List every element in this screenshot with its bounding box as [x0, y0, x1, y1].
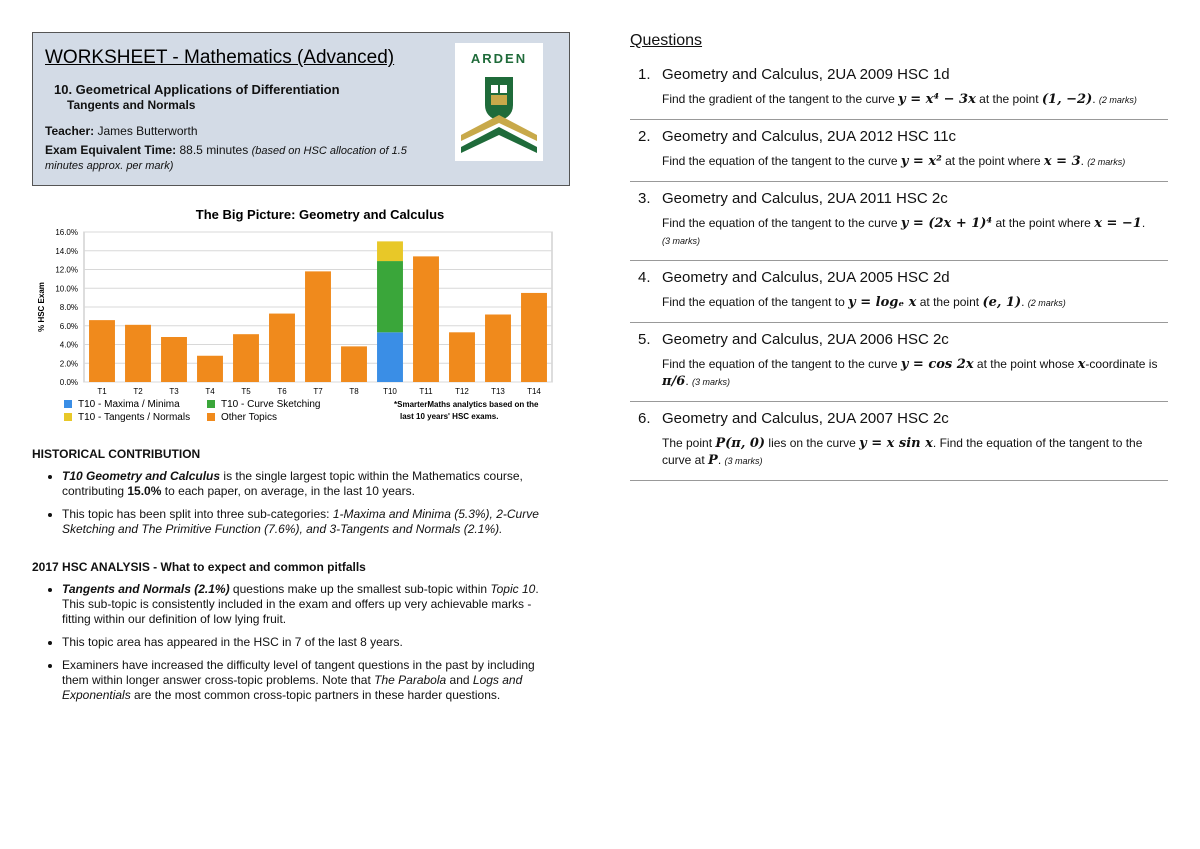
question-5 — [630, 323, 1168, 402]
legend-swatch — [207, 413, 215, 421]
legend-swatch — [64, 400, 72, 408]
left-column — [32, 32, 570, 702]
bar-T8 — [341, 346, 367, 382]
question-title: 2. Geometry and Calculus, 2UA 2012 HSC 11c — [638, 128, 957, 145]
question-title: 4. Geometry and Calculus, 2UA 2005 HSC 2d — [638, 269, 950, 286]
y-tick-label: 4.0% — [59, 340, 78, 350]
historical-heading: HISTORICAL CONTRIBUTION — [32, 447, 201, 461]
x-tick-label: T12 — [455, 387, 469, 396]
bar-T5 — [233, 334, 259, 382]
list-item: • Tangents and Normals (2.1%) questions make up the smallest sub-topic within Topic 10. This sub-topic is consistently included in the exam and offers up very achievable marks - fitting within our definition of low lying fruit. — [62, 582, 562, 627]
x-tick-label: T1 — [97, 387, 107, 396]
question-body: Find the gradient of the tangent to the curve y = x⁴ − 3x at the point (1, −2). (2 marks) — [662, 92, 1137, 107]
bar-T6 — [269, 314, 295, 382]
x-tick-label: T2 — [133, 387, 143, 396]
y-tick-label: 12.0% — [55, 265, 78, 275]
worksheet-title: WORKSHEET - Mathematics (Advanced) — [45, 47, 395, 68]
question-1 — [630, 58, 1168, 120]
x-tick-label: T14 — [527, 387, 541, 396]
teacher-line: Teacher: James Butterworth — [45, 124, 198, 138]
hsc-analysis-section — [32, 560, 562, 711]
y-tick-label: 8.0% — [59, 303, 78, 312]
bar-T11 — [413, 256, 439, 382]
questions-heading: Questions — [630, 32, 703, 49]
topic-title: 10. Geometrical Applications of Differentiation — [54, 82, 340, 97]
chart-title: The Big Picture: Geometry and Calculus — [195, 207, 445, 222]
questions-column — [630, 32, 1168, 481]
y-tick-label: 16.0% — [55, 228, 78, 237]
x-tick-label: T10 — [383, 387, 397, 396]
bar-T12 — [449, 332, 475, 382]
question-body: Find the equation of the tangent to y = logₑ x at the point (e, 1). (2 marks) — [662, 295, 1066, 310]
x-tick-label: T8 — [349, 387, 359, 396]
list-item: • Examiners have increased the difficulty level of tangent questions in the past by including them within longer answer cross-topic problems. Note that The Parabola and Logs and Exponentials are the most common cross-topic partners in these harder questions. — [62, 658, 562, 703]
bar-T10 — [377, 241, 403, 261]
chart-note: *SmarterMaths analytics based on the — [394, 400, 539, 409]
y-tick-label: 10.0% — [55, 284, 78, 294]
question-body: Find the equation of the tangent to the curve y = cos 2x at the point whose x-coordinate is π/6. (3 marks) — [662, 357, 1158, 389]
legend-label: Other Topics — [221, 412, 277, 423]
question-title: 3. Geometry and Calculus, 2UA 2011 HSC 2c — [638, 190, 948, 207]
list-item: • T10 Geometry and Calculus is the single largest topic within the Mathematics course, contributing 15.0% to each paper, on average, in the last 10 years. — [62, 469, 562, 499]
bar-T14 — [521, 293, 547, 382]
bar-T7 — [305, 271, 331, 382]
question-4 — [630, 261, 1168, 323]
bar-T10 — [377, 332, 403, 382]
logo-text: ARDEN — [470, 51, 528, 66]
question-body: Find the equation of the tangent to the curve y = x² at the point where x = 3. (2 marks) — [662, 154, 1126, 169]
list-item: • This topic has been split into three sub-categories: 1-Maxima and Minima (5.3%), 2-Curve Sketching and The Primitive Function (7.6%), and 3-Tangents and Normals (2.1%). — [62, 507, 562, 537]
question-body: Find the equation of the tangent to the curve y = (2x + 1)⁴ at the point where x = −1. (3 marks) — [662, 216, 1146, 246]
y-tick-label: 2.0% — [59, 359, 78, 369]
y-tick-label: 14.0% — [55, 246, 78, 256]
question-6 — [630, 402, 1168, 481]
historical-bullets — [32, 469, 562, 537]
x-tick-label: T3 — [169, 387, 179, 396]
question-title: 6. Geometry and Calculus, 2UA 2007 HSC 2c — [638, 410, 949, 427]
legend-label: T10 - Curve Sketching — [221, 399, 321, 410]
y-axis-label: % HSC Exam — [37, 282, 46, 332]
bar-T1 — [89, 320, 115, 382]
x-tick-label: T7 — [313, 387, 323, 396]
question-body: The point P(π, 0) lies on the curve y = x sin x. Find the equation of the tangent to the curve at P. (3 marks) — [662, 436, 1143, 468]
historical-contribution-section — [32, 447, 562, 545]
bar-T10 — [377, 261, 403, 332]
arden-logo — [455, 43, 543, 161]
analysis-heading: 2017 HSC ANALYSIS - What to expect and common pitfalls — [32, 560, 366, 574]
legend-swatch — [207, 400, 215, 408]
legend-label: T10 - Tangents / Normals — [78, 412, 191, 423]
question-title: 1. Geometry and Calculus, 2UA 2009 HSC 1d — [638, 66, 950, 83]
bar-T3 — [161, 337, 187, 382]
worksheet-header — [32, 32, 570, 186]
chart-note: last 10 years' HSC exams. — [400, 412, 499, 421]
y-tick-label: 6.0% — [59, 321, 78, 331]
y-tick-label: 0.0% — [59, 378, 78, 387]
question-2 — [630, 120, 1168, 182]
analysis-bullets — [32, 582, 562, 703]
list-item: • This topic area has appeared in the HSC in 7 of the last 8 years. — [62, 635, 562, 650]
bar-T13 — [485, 315, 511, 383]
x-tick-label: T11 — [419, 387, 433, 396]
x-tick-label: T5 — [241, 387, 251, 396]
question-3 — [630, 182, 1168, 261]
bar-T2 — [125, 325, 151, 382]
subtopic-title: Tangents and Normals — [67, 98, 196, 112]
x-tick-label: T13 — [491, 387, 505, 396]
x-tick-label: T4 — [205, 387, 215, 396]
question-title: 5. Geometry and Calculus, 2UA 2006 HSC 2c — [638, 331, 949, 348]
big-picture-chart — [32, 202, 570, 442]
legend-label: T10 - Maxima / Minima — [78, 399, 180, 410]
bar-T4 — [197, 356, 223, 382]
x-tick-label: T6 — [277, 387, 287, 396]
exam-time-line: Exam Equivalent Time: 88.5 minutes (based on HSC allocation of 1.5 minutes approx. per mark) — [45, 143, 407, 172]
legend-swatch — [64, 413, 72, 421]
